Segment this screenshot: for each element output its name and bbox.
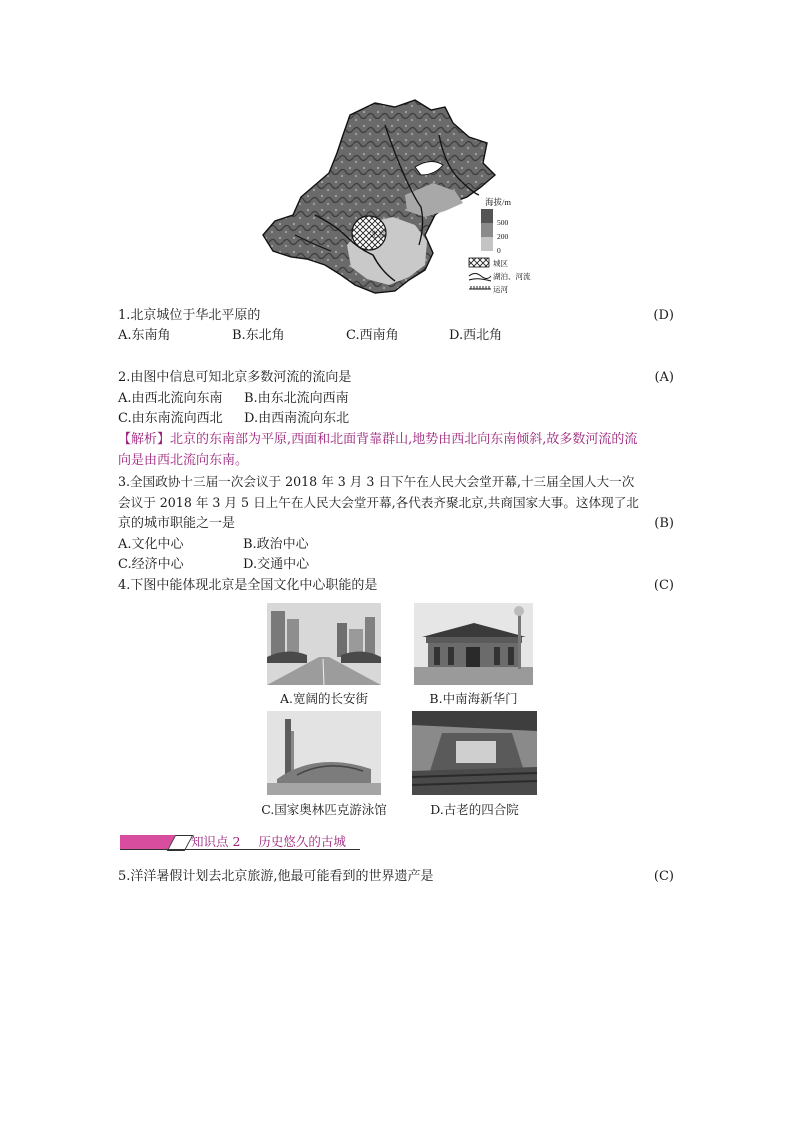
question-2-options-row2 — [118, 409, 674, 428]
question-2-analysis — [118, 430, 674, 449]
question-2 — [118, 368, 674, 387]
knowledge-point-heading — [191, 833, 346, 851]
city-label: 北京 — [370, 230, 386, 239]
caption-c: C.国家奥林匹克游泳馆 — [261, 802, 387, 817]
caption-b: B.中南海新华门 — [429, 691, 518, 706]
question-2-stem: 2.由图中信息可知北京多数河流的流向是 — [118, 370, 352, 385]
option-c: C.由东南流向西北 — [118, 411, 223, 426]
legend-lake-swatch — [469, 274, 491, 279]
option-b: B.政治中心 — [243, 537, 309, 552]
option-d: D.由西南流向东北 — [244, 411, 350, 426]
option-c: C.经济中心 — [118, 557, 184, 572]
question-2-analysis-cont — [118, 451, 674, 470]
question-5 — [118, 867, 674, 886]
knowledge-point-title: 历史悠久的古城 — [258, 834, 346, 849]
legend-level-0: 0 — [497, 246, 501, 255]
option-a: A.东南角 — [118, 328, 171, 343]
question-4-answer: (C) — [653, 578, 674, 593]
question-1-options — [118, 326, 674, 345]
question-1-answer: (D) — [653, 308, 674, 323]
photo-siheyuan — [412, 711, 537, 795]
analysis-text-2: 向是由西北流向东南。 — [118, 453, 249, 468]
question-3-line3 — [118, 514, 674, 533]
question-5-stem: 5.洋洋暑假计划去北京旅游,他最可能看到的世界遗产是 — [118, 869, 434, 884]
question-1-stem: 1.北京城位于华北平原的 — [118, 308, 261, 323]
legend-city-swatch — [469, 258, 489, 267]
caption-a: A.宽阔的长安街 — [279, 691, 368, 706]
option-b: B.由东北流向西南 — [244, 391, 349, 406]
question-2-answer: (A) — [654, 370, 674, 385]
legend-canal: 运河 — [493, 285, 508, 294]
option-c: C.西南角 — [346, 328, 399, 343]
option-a: A.文化中心 — [118, 537, 184, 552]
question-5-answer: (C) — [653, 869, 674, 884]
question-3-stem-3: 京的城市职能之一是 — [118, 516, 236, 531]
option-a: A.由西北流向东南 — [118, 391, 223, 406]
option-d: D.交通中心 — [243, 557, 310, 572]
legend-mid — [481, 223, 493, 237]
question-3-line2 — [118, 493, 674, 512]
legend-level-500: 500 — [497, 218, 509, 227]
legend-lake: 湖泊、河流 — [493, 272, 531, 281]
analysis-text-1: 北京的东南部为平原,西面和北面背靠群山,地势由西北向东南倾斜,故多数河流的流 — [170, 432, 638, 447]
legend-level-200: 200 — [497, 232, 509, 241]
question-3-options-row1 — [118, 535, 674, 554]
question-4-stem: 4.下图中能体现北京是全国文化中心职能的是 — [118, 578, 378, 593]
question-3-answer: (B) — [654, 516, 674, 531]
legend-title: 海拔/m — [485, 197, 511, 207]
legend-city: 城区 — [493, 259, 508, 268]
caption-d: D.古老的四合院 — [430, 802, 519, 817]
question-2-options-row1 — [118, 389, 674, 408]
legend-low — [481, 237, 493, 251]
photo-changan-avenue — [267, 603, 381, 685]
photo-xinhua-gate — [414, 603, 533, 685]
beijing-elevation-map — [255, 95, 545, 300]
question-4 — [118, 576, 674, 595]
knowledge-point-label: 知识点 2 — [191, 834, 241, 849]
legend-high — [481, 209, 493, 223]
question-3-line1 — [118, 472, 674, 491]
option-d: D.西北角 — [449, 328, 503, 343]
question-3-stem-2: 会议于 2018 年 3 月 5 日上午在人民大会堂开幕,各代表齐聚北京,共商国家大事。这体现了北 — [118, 495, 639, 510]
question-3-options-row2 — [118, 555, 674, 574]
question-3-stem-1: 3.全国政协十三届一次会议于 2018 年 3 月 3 日下午在人民大会堂开幕,十三届全国人大一次 — [118, 474, 635, 489]
question-1 — [118, 306, 674, 325]
legend-canal-swatch — [469, 286, 491, 289]
analysis-label: 【解析】 — [118, 432, 171, 447]
photo-aquatics-center — [267, 711, 381, 795]
option-b: B.东北角 — [232, 328, 285, 343]
